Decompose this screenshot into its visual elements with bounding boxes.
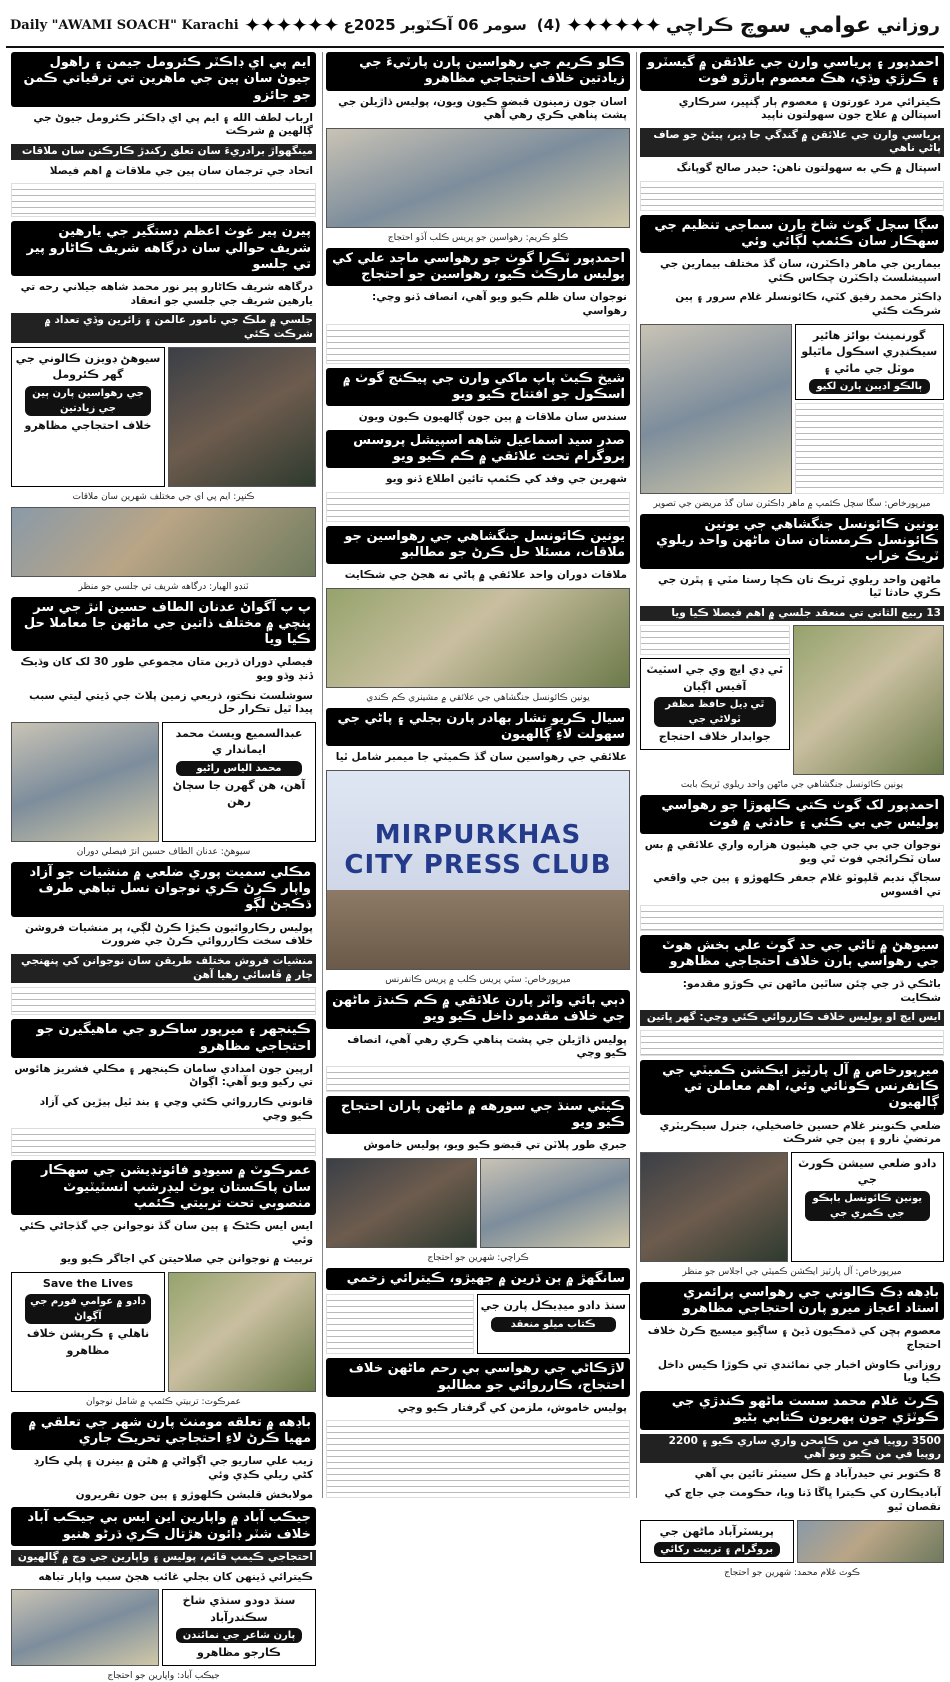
news-photo <box>326 128 630 228</box>
article-body <box>326 324 630 364</box>
boxed-notice-line: عبدالسميع ويسٽ محمد ايماندار ي <box>175 726 303 757</box>
subheadline: شهرين جي وفد کي ڪئمپ تائين اطلاع ڏنو ويو <box>386 473 627 486</box>
photo-row <box>640 1520 944 1564</box>
subheadline: نوجوان جي بي جي جي هيٺيون هزاره واري علائقي ۾ بس سان ٽڪرائجي فوت ٿي ويو <box>644 838 941 865</box>
newspaper-page <box>6 52 944 1681</box>
subheadline: 8 ڪتوبر تي حيدرآباد ۾ ڪل سينٽر تائين بي آهي <box>694 1467 941 1480</box>
headline: جيڪب آباد ۾ واپارين اين ايس بي جيڪب آباد خلاف شٽر ڊائون هڙتال ڪري ڌرڻو هنيو <box>11 1507 316 1546</box>
subheadline: تربيت ۾ نوجوانن جي صلاحيتن کي اجاگر ڪيو ويو <box>60 1253 313 1266</box>
subheadline: اسان جون زمينون قبضو ڪيون ويون، پوليس ڌاڙيلن جي پشت پناهي ڪري رهي آهي <box>338 95 627 122</box>
boxed-notice <box>11 347 165 487</box>
news-photo <box>168 1272 316 1392</box>
photo-caption: ٽنڊو الهيار: درگاهه شريف تي جلسي جو منظر <box>78 581 249 592</box>
boxed-notice-line: جي رهواسين پارن ٻين جي زيادتين <box>25 386 151 416</box>
boxed-notice-line: پريسٽرآباد ماڻهن جي <box>659 1524 774 1538</box>
subheadline: اسپتال ۾ ڪي به سهولتون ناهن: حيدر صالح گوپانگ <box>676 162 941 175</box>
photo-row <box>11 722 316 842</box>
masthead-city: ڪراچي <box>665 14 734 36</box>
column-right <box>636 52 944 1579</box>
subheadline: مولابخش قلبشن ڪلهوڙو ۽ ٻين جون تقريرون <box>75 1488 313 1501</box>
boxed-notice <box>640 1520 794 1564</box>
article-body <box>640 905 944 931</box>
photo-caption: ڪراچي: شهرين جو احتجاج <box>427 1253 529 1264</box>
headline: عمرڪوٽ ۾ سيوڊو فائونڊيشن جي سهڪار سان پاڪستان يوٿ ليڊرشپ انسٽيٽيوٽ منصوبي تحت تربيتي ڪئمپ <box>11 1160 316 1215</box>
boxed-notice <box>477 1294 631 1354</box>
subheadline: جلسي ۾ ملڪ جي نامور عالمن ۽ زائرين وڏي تعداد ۾ شرڪت ڪئي <box>11 313 316 342</box>
subheadline: پرياسي وارن جي علائقن ۾ گندگي جا ڍير، پيئڻ جو صاف پاڻي ناهي <box>640 128 944 157</box>
photo-caption: سيوهڻ: عدنان الطاف حسين انڙ فيصلي دوران <box>76 846 251 857</box>
subheadline: اتحاد جي ترجمان سان ٻين جي ملاقات ۾ اهم فيصلا <box>49 164 313 177</box>
subheadline: ڪيترائي ڏينهن کان بجلي غائب هجڻ سبب واپار تباهه <box>38 1570 313 1583</box>
headline: سيال ڪريو تشار بهادر پارن بجلي ۽ پاڻي جي سهولت لاءِ ڳالهيون <box>326 708 630 747</box>
press-club-sign: CITY PRESS CLUB <box>344 850 612 881</box>
boxed-notice-line: يونين ڪائونسل باٻڪو جي ڪمري جي <box>805 1191 931 1221</box>
headline: سانگهڙ ۾ ٻن ڌرين ۾ جهيڙو، ڪيترائي زخمي <box>326 1268 630 1290</box>
subheadline: بيمارين جي ماهر ڊاڪٽرن، سان گڏ مختلف بيمارين جي اسپيشلسٽ ڊاڪٽرن چڪاس ڪئي <box>659 258 941 284</box>
boxed-notice-line: دادو ضلعي سيشن ڪورٽ جي <box>798 1156 937 1187</box>
subheadline: درگاهه شريف ڪاڻارو پير نور محمد شاهه جيلاني رحه تي يارهين شريف جي جلسي جو انعقاد <box>20 281 313 307</box>
news-photo <box>480 1158 631 1248</box>
sidebar-box <box>640 625 790 775</box>
subheadline: پوليس ڌاڙيلن جي پشت پناهي ڪري رهي آهي، انصاف ڪيو وڃي <box>347 1033 627 1060</box>
subheadline: 3500 روپيا في من ڪامحن واري ساري ڪيو ۽ 2200 روپيا في من ڪيو ويو آهي <box>640 1434 944 1463</box>
photo-row <box>640 324 944 494</box>
boxed-notice-line: بروگرام ۽ تربيت رکائي <box>654 1542 780 1557</box>
boxed-notice-line: ناهلي ۽ ڪرپشن خلاف مظاهرو <box>26 1327 150 1357</box>
subheadline: ماڻهن واحد ريلوي ٽريڪ تان ڪچا رستا مٽي ۽ پٿرن جي ڪري حادثا ٿيا <box>657 573 941 600</box>
news-photo <box>797 1520 945 1564</box>
article-body <box>640 625 790 655</box>
column-left <box>8 52 316 1681</box>
news-photo <box>11 1589 159 1666</box>
article-body <box>326 1066 630 1092</box>
headline: يونين ڪائونسل جنگشاهي جي رهواسين جو ملاقات، مسئلا حل ڪرڻ جو مطالبو <box>326 526 630 565</box>
headline: لاڙڪاڻي جي رهواسي بي رحم ماڻهن خلاف احتجاج، ڪارروائي جو مطالبو <box>326 1358 630 1397</box>
subheadline: ايس ايچ او پوليس خلاف ڪارروائي ڪئي وڃي: گهر ڀاتين <box>640 1010 944 1026</box>
boxed-notice-line: جوابدار خلاف احتجاج <box>658 730 771 744</box>
boxed-notice-line: سنڌ دودو سنڌي شاخ سڪندرآباد <box>182 1594 296 1624</box>
boxed-notice-line: ٻالڪو اديبن ٻارن لکيو <box>809 379 931 394</box>
headline: مڪلي سميت پوري ضلعي ۾ منشيات جو آزاد واپار ڪرڻ ڪري نوجوان نسل تباهي طرف ڌڪجڻ لڳو <box>11 862 316 917</box>
article-body <box>326 492 630 522</box>
boxed-notice <box>11 1272 165 1392</box>
news-photo <box>640 324 792 494</box>
headline: احمدپور ٽڪرا گوٺ جو رهواسي ماجد علي کي پوليس مارڪٽ ڪيو، رهواسين جو احتجاج <box>326 248 630 287</box>
headline: ڪلو ڪريم جي رهواسين پارن پارٽيءَ جي زيادتين خلاف احتجاجي مظاهرو <box>326 52 630 91</box>
article-body <box>640 1030 944 1056</box>
boxed-notice-line: دادو ۾ عوامي فورم جي آڳواڻ <box>25 1294 151 1324</box>
headline: ڪينجهر ۽ ميرپور ساڪرو جي ماهيگيرن جو احتجاجي مظاهرو <box>11 1019 316 1058</box>
photo-caption: ميرپورخاص: آل پارٽيز ايڪشن ڪميٽي جي اجلاس جو منظر <box>682 1266 902 1277</box>
photo-caption: ميرپورخاص: سٽي پريس ڪلب ۾ پريس ڪانفرنس <box>385 975 571 986</box>
headline: پ پ آگواڻ عدنان الطاف حسين انڙ جي سر پنچي ۾ مختلف ذاتين جي ماڻهن جا معاملا حل ڪيا ويا <box>11 597 316 652</box>
photo-row <box>640 625 944 775</box>
headline: شيخ ڪيٽ پاپ ماکي وارن جي پيڪنج گوٺ ۾ اسڪول جو افتتاح ڪيو ويو <box>326 368 630 407</box>
issue-date: سومر 06 آڪٽوبر 2025ع <box>343 16 527 34</box>
headline: باڊهه ۾ تعلقه مومنٽ پارن شهر جي تعلقي ۾ مهيا ڪرڻ لاءِ احتجاجي تحريڪ جاري <box>11 1412 316 1451</box>
photo-caption: يونين ڪائونسل جنگشاهي جي ماڻهن واحد ريلوي ٽريڪ بابت <box>680 780 904 791</box>
subheadline: احتجاجي ڪيمپ قائم، پوليس ۽ واپارين جي وچ ۾ ڳالهيون <box>11 1550 316 1566</box>
subheadline: ارپين جون امدادي سامان ڪينجهر ۽ مڪلي فشريز هائوس تي رکيو ويو آهي: اڳواڻ <box>14 1062 313 1089</box>
boxed-notice-line: ٿي ڊيل حافظ مظفر ٽولاڻي جي <box>654 697 776 727</box>
subheadline: علائقي جي رهواسين سان گڏ ڪميٽي جا ميمبر شامل ٿيا <box>335 751 627 764</box>
boxed-notice <box>640 658 790 750</box>
headline: باڊهه ڊڪ ڪالوني جي رهواسي پرائمري استاد اعجاز ميرو پارن احتجاجي مظاهرو <box>640 1282 944 1321</box>
subheadline: ايس ايس ڪڻڪ ۽ ٻين سان گڏ نوجوانن جي گڏجاڻي ڪئي وئي <box>19 1220 313 1246</box>
subheadline: پوليس رڪاروائيون ڪيڙا ڪرڻ لڳي، پر منشيات فروشن خلاف سخت ڪارروائي ڪرڻ جي ضرورت <box>25 921 313 948</box>
subheadline: سجاڳ نديم ڦلپوٽو غلام جعفر ڪلهوڙو ۽ ٻين جي واقعي تي افسوس <box>653 872 941 898</box>
photo-caption: يونين ڪائونسل جنگشاهي جي علائقي ۾ مشينري ڪم ڪندي <box>366 692 590 703</box>
masthead-english-title: Daily "AWAMI SOACH" Karachi <box>10 17 239 33</box>
subheadline: قانوني ڪارروائي ڪئي وڃي ۽ بند ٿيل ٻيڙين کي آزاد ڪيو وڃي <box>39 1096 313 1122</box>
sidebar-box <box>795 324 945 494</box>
headline: ڪيٽي سنڌ جي سورهه ۾ ماڻهن پاران احتجاج ڪيو ويو <box>326 1096 630 1135</box>
star-ornament-icon: ✦✦✦✦✦✦ <box>566 13 661 37</box>
subheadline: روزاني ڪاوش اخبار جي نمائندي تي ڪوڙا ڪيس داخل ڪيا ويا <box>657 1358 941 1385</box>
news-photo <box>326 588 630 688</box>
boxed-notice <box>795 324 945 401</box>
subheadline: آباديڪارن کي ڪيترا ڀاڱا ڏنا ويا، حڪومت جي جاچ کي نقصان ٿيو <box>664 1487 941 1514</box>
news-photo <box>168 347 316 487</box>
subheadline: ڪيترائي مرد عورتون ۽ معصوم ٻار ڳنڀير، سرڪاري اسپتالن ۾ علاج جون سهولتون ناپيد <box>678 95 941 122</box>
boxed-notice-line: Save the Lives <box>42 1276 134 1290</box>
photo-row <box>326 1294 630 1354</box>
subheadline: زيب علي ساريو جي اڳواڻي ۾ هٿن ۾ بينرن ۽ پلي ڪارڊ کڻي ريلي ڪڍي وئي <box>33 1455 313 1482</box>
photo-caption: جيڪب آباد: واپارين جو احتجاج <box>107 1670 220 1681</box>
article-body <box>326 1420 630 1498</box>
column-center <box>322 52 630 1498</box>
headline: ايم پي اي ڊاڪٽر ڪئرومل جيمن ۽ راهول جيوڻ سان ٻين جي ماهرين تي ترقياتي ڪمن جو جائزو <box>11 52 316 107</box>
press-club-photo <box>326 770 630 970</box>
news-photo <box>11 507 316 577</box>
boxed-notice <box>791 1152 945 1262</box>
masthead <box>6 4 944 48</box>
article-body <box>795 403 945 494</box>
boxed-notice-line: گورنمينٽ بوائز هائير سيڪنڊري اسڪول ماٿيلو موٽل جي مائي ۽ <box>801 328 938 375</box>
boxed-notice-line: سنڌ دادو ميڊيڪل پارن جي <box>480 1299 626 1313</box>
photo-row <box>11 347 316 487</box>
subheadline: فيصلي دوران ڌرين متان مجموعي طور 30 لک کان وڌيڪ ڏنڊ وڌو ويو <box>20 656 313 683</box>
page-number: (4) <box>536 16 561 34</box>
masthead-daily: روزاني <box>876 14 940 36</box>
article-body <box>11 1128 316 1156</box>
photo-row <box>11 1272 316 1392</box>
photo-caption: ڪوٽ غلام محمد: شهرين جو احتجاج <box>724 1568 860 1579</box>
headline: دٻي ٻائي واٽر پارن علائقي ۾ ڪم ڪندڙ ماڻهن جي خلاف مقدمو داخل ڪيو ويو <box>326 990 630 1029</box>
headline: ميرپورخاص ۾ آل پارٽيز ايڪشن ڪميٽي جي ڪانفرنس ڪوٺائي وئي، اهم معاملن تي ڳالهيون <box>640 1060 944 1115</box>
article-body <box>11 987 316 1015</box>
headline: يونين ڪائونسل جنگشاهي جي يونين ڪائونسل ڪرمستان سان ماڻهن واحد ريلوي ٽريڪ خراب <box>640 514 944 569</box>
subheadline: مينگهواڙ برادريءَ سان تعلق رکندڙ ڪارڪنن سان ملاقات <box>11 144 316 160</box>
subheadline: نوجوان سان ظلم ڪيو ويو آهي، انصاف ڏنو وڃي: رهواسي <box>372 291 627 317</box>
headline: پيرن پير غوث اعظم دستگير جي يارهين شريف حوالي سان درگاهه شريف ڪاڻارو پير تي جلسو <box>11 221 316 276</box>
news-photo <box>326 1158 477 1248</box>
star-ornament-icon: ✦✦✦✦✦✦ <box>243 13 339 37</box>
subheadline: منشيات فروش مختلف طريقن سان نوجوانن کي پنهنجي ڄار ۾ ڦاسائي رهيا آهن <box>11 954 316 983</box>
masthead-brand <box>666 13 940 38</box>
photo-row <box>640 1152 944 1262</box>
news-photo <box>793 625 945 775</box>
subheadline: سندس سان ملاقات ۾ ٻين جون ڳالهيون ڪيون ويون <box>358 411 627 424</box>
subheadline: باڻڪي ڌر جي چئن ساٿين ماڻهن تي ڪوڙو مقدمو: شڪايت <box>682 978 941 1004</box>
boxed-notice-line: خلاف احتجاجي مظاهرو <box>24 418 152 432</box>
boxed-notice-line: ٿي ڊي ايڇ وي جي اسٽيٽ آفيس اڳيان <box>646 663 783 693</box>
news-photo <box>640 1152 788 1262</box>
press-club-sign: MIRPURKHAS <box>374 820 582 851</box>
boxed-notice <box>162 722 316 842</box>
photo-row <box>326 1158 630 1248</box>
boxed-notice-line: آهن، هن گهرن جا سڄاڻ رهن <box>172 778 306 809</box>
boxed-notice <box>162 1589 316 1666</box>
news-photo <box>11 722 159 842</box>
subheadline: ملاقات دوران واحد علائقي ۾ پاڻي نه هجڻ جي شڪايت <box>344 569 627 582</box>
boxed-notice-line: محمد الياس راڻيو <box>176 761 302 776</box>
boxed-notice-line: ڪتاب ميلو منعقد <box>491 1317 617 1332</box>
subheadline: 13 ربيع الثاني تي منعقد جلسي ۾ اهم فيصلا ڪيا ويا <box>640 606 944 622</box>
boxed-notice-line: ڪارجو مظاهرو <box>197 1646 281 1660</box>
headline: ڪرٽ غلام محمد سست ماڻهو ڪندڙي جي ڪوٽڙي جون پهريون ڪتابي بڻيو <box>640 1391 944 1430</box>
subheadline: ارباب لطف الله ۽ ايم پي اي ڊاڪٽر ڪئرومل جيوڻ جي ڳالهين ۾ شرڪت <box>33 111 313 138</box>
photo-caption: ڪنڀر: ايم پي اي جي مختلف شهرين سان ملاقات <box>72 491 255 502</box>
photo-caption: عمرڪوٽ: تربيتي ڪئمپ ۾ شامل نوجوان <box>86 1396 241 1407</box>
headline: سڳا سچل گوٺ شاخ يارن سماجي تنظيم جي سهڪار سان ڪئمپ لڳائي وئي <box>640 215 944 254</box>
boxed-notice-line: سيوهڻ ڊويزن ڪالوني جي گهر ڪئرومل <box>15 351 161 382</box>
headline: احمدپور لک گوٺ ڪتي ڪلهوڙا جو رهواسي پوليس جي بي ڪئي ۽ حادثي ۾ فوت <box>640 795 944 834</box>
photo-row <box>11 1589 316 1666</box>
subheadline: معصوم ٻچن کي ڌمڪيون ڏيڻ ۽ ساڳيو ميسيج ڪرڻ خلاف احتجاج <box>647 1325 941 1352</box>
headline: احمدپور ۽ پرياسي وارن جي علائقن ۾ گيسٽرو ۽ ڪرڙي وڌي، هڪ معصوم ٻارڙو فوت <box>640 52 944 91</box>
headline: صدر سيد اسماعيل شاهه اسپيشل پروسس پروگرام تحت علائقي ۾ ڪم ڪيو ويو <box>326 430 630 469</box>
subheadline: جبري طور پلاٽن تي قبضو ڪيو ويو، پوليس خاموش <box>363 1139 627 1152</box>
masthead-date-block <box>344 16 561 34</box>
boxed-notice-line: پارن شاعر جي نمائندن <box>176 1628 302 1643</box>
article-body <box>640 181 944 211</box>
subheadline: سوشلسٽ نڪتو، ذريعي زمين پلاٽ جي ڏيتي ليتي سبب پيدا ٿيل تڪرار حل <box>29 689 313 716</box>
subheadline: ڊاڪٽر محمد رفيق کٽي، ڪائونسلر غلام سرور ۽ ٻين شرڪت ڪئي <box>675 291 941 318</box>
article-body <box>11 183 316 217</box>
article-body <box>326 1294 474 1354</box>
subheadline: ضلعي ڪنوينر غلام حسين خاصخيلي، جنرل سيڪريٽري مرتضيٰ نارو ۽ ٻين جي شرڪت <box>659 1119 941 1146</box>
subheadline: پوليس خاموش، ملزمن کي گرفتار ڪيو وڃي <box>397 1401 627 1414</box>
newspaper-name: عوامي سوچ <box>739 12 871 38</box>
photo-caption: ڪلو ڪريم: رهواسين جو پريس ڪلب آڏو احتجاج <box>387 232 569 243</box>
headline: سيوهڻ ۾ ٿاڻي جي حد گوٺ علي بخش هوٽ جي رهواسي ٻارن خلاف احتجاجي مظاهرو <box>640 935 944 974</box>
photo-caption: ميرپورخاص: سگا سچل ڪئمپ ۾ ماهر ڊاڪٽرن سان گڏ مريضن جي تصوير <box>653 498 931 509</box>
